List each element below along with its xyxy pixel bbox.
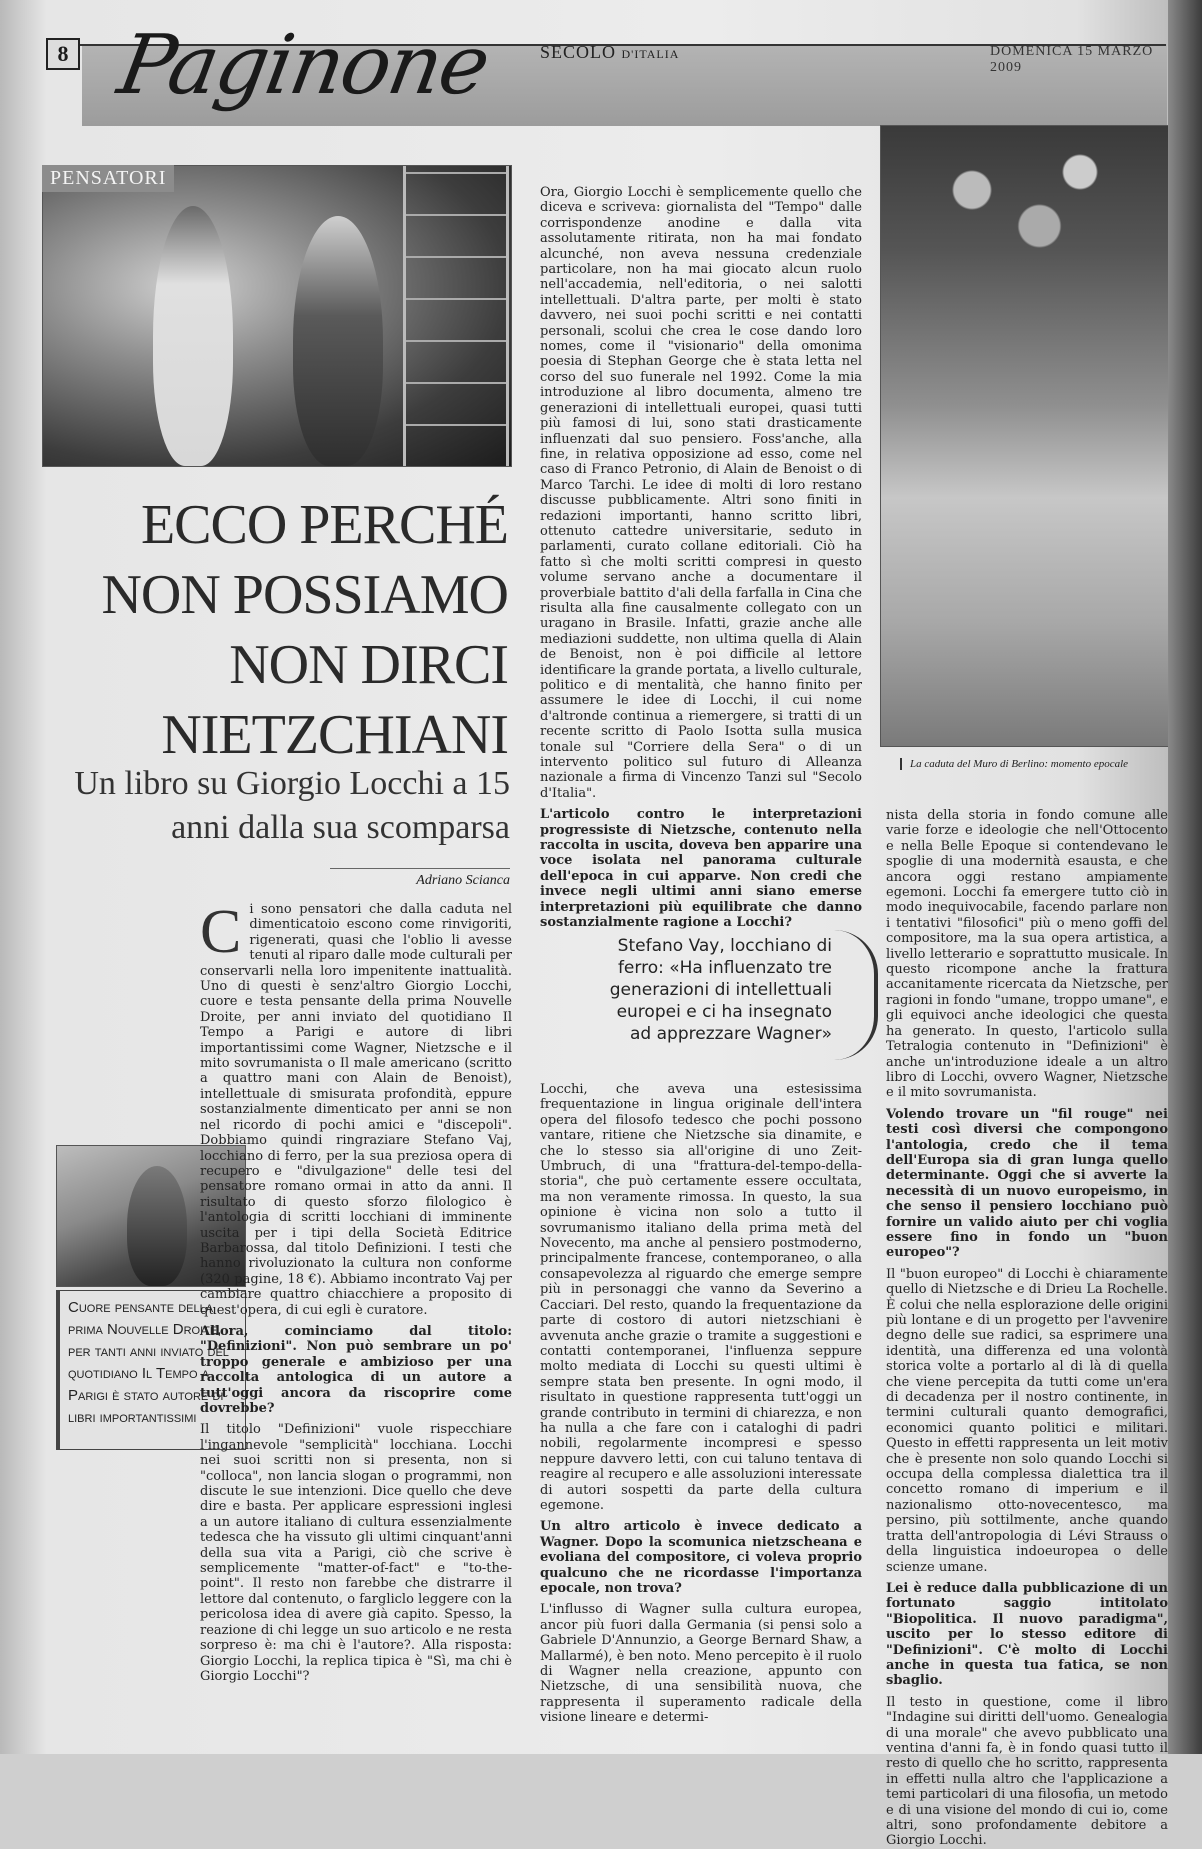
question-2: L'articolo contro le interpretazioni progressiste di Nietzsche, contenuto nella raccolta in uscita, doveva ben apparire una voce isolata nel panorama culturale dell'epoca in cui apparve. Non credi che invece negli ultimi anni siano emerse interpretazioni più equilibrate che danno sostanzialmente ragione a Locchi? [540,807,862,931]
answer-3-continued: nista della storia in fondo comune alle varie forze e ideologie che nell'Ottocento e nella Belle Epoque si contendevano le spoglie di una modernità esausta, e che ancora oggi restano ampiamente egemoni. Locchi fa emergere tutto ciò in modo inequivocabile, facendo parlare non i tentativi "filosofici" più o meno goffi del compositore, ma la sua opera artistica, a livello letterario e soprattutto musicale. In questo ricompone anche la frattura accanitamente ricercata da Nietzsche, per ragioni in fondo "umane, troppo umane", e gli equivoci anche ideologici che questa ha generato. In questo, l'articolo sulla Tetralogia contenuto in "Definizioni" è anche un'introduzione ideale a un altro libro di Locchi, ovvero Wagner, Nietzsche e il mito sovrumanista. [886,808,1168,1101]
intro-paragraph: i sono pensatori che dalla caduta nel dimenticatoio escono come rinvigoriti, rigenerati, quasi che l'oblio li avesse tenuti al riparo dalle mode culturali per conservarli nella loro impenitente inattualità. Uno di questi è senz'altro Giorgio Locchi, cuore e testa pensante della prima Nouvelle Droite, per anni inviato del quotidiano Il Tempo a Parigi e autore di libri importantissimi come Wagner, Nietzsche e il mito sovrumanista o Il male americano (scritto a quattro mani con Alain de Benoist), intellettuale di smisurata profondità, eppure sostanzialmente dimenticato per anni se non nel ricordo di pochi amici e "discepoli". Dobbiamo quindi ringraziare Stefano Vaj, locchiano di ferro, per la sua preziosa opera di recupero e "divulgazione" delle tesi del pensatore romano ormai in atto da anni. Il risultato di questo sforzo filologico è l'antologia di scritti locchiani di imminente uscita per i tipi della Società Editrice Barbarossa, dal titolo Definizioni. I testi che hanno rivoluzionato la cultura non conforme (320 pagine, 18 €). Abbiamo incontrato Vaj per cambiare quattro chiacchiere a proposito di quest'opera, di cui egli è curatore. [200,902,512,1318]
crowd [891,136,1161,316]
pullquote-bracket [834,930,878,1060]
wall-graffiti [901,546,1151,706]
answer-1: Il titolo "Definizioni" vuole rispecchiare l'ingannevole "semplicità" locchiana. Locchi nei suoi scritti non si presenta, non si "colloca", non lancia slogan o programmi, non discute le sue intenzioni. Dice quello che deve dire e basta. Per applicare espressioni inglesi a un autore italiano di cultura essenzialmente tedesca che ha vissuto gli ultimi cinquant'anni della sua vita a Parigi, ciò che scrive è semplicemente "matter-of-fact" e "to-the-point". Il resto non farebbe che distrarre il lettore dal contenuto, o fargliclo leggere con la pericolosa idea di avere già capito. Spesso, la reazione di chi legge un suo articolo e ne resta sorpreso è: ma chi è l'autore?. Alla risposta: Giorgio Locchi, la replica tipica è "Sì, ma chi è Giorgio Locchi"? [200,1422,512,1684]
article-column-3 [886,808,1168,1849]
answer-2: Locchi, che aveva una estesissima frequentazione in lingua originale dell'intera opera del filosofo tedesco che pochi possono vantare, ritiene che Nietzsche sia dinamite, e che lo stesso sia all'origine di uno Zeit-Umbruch, di una "frattura-del-tempo-della-storia", che può certamente essere occultata, ma non veramente rimossa. In questo, la sua opinione è vicina non solo a tutto il sovrumanismo italiano della prima metà del Novecento, ma anche al pensiero postmoderno, principalmente francese, contemporaneo, o alla consapevolezza al riguardo che emerge sempre più in personaggi che vanno da Severino a Cacciari. Del resto, quando la frequentazione da parte di costoro di autori nietzschiani è avvenuta anche grazie o tramite a suggestioni e contatti contemporanei, l'influenza seppure molto mediata di Locchi su questi ultimi è sempre stata ben presente. In ogni modo, il risultato in questione rappresenta tutt'oggi un grande contributo in termini di chiarezza, e non ha nulla a che fare con i cataloghi di padri nobili, regolarmente incompresi e spesso neppure davvero letti, con cui taluno tentava di reagire al recupero e alle assoluzioni interessate di autori sospetti da parte della cultura egemone. [540,1082,862,1513]
paper-name-main: SECOLO [540,42,617,62]
article-column-1 [200,898,512,1684]
scaffold [403,166,509,466]
dropcap: C [200,898,242,966]
headline: ECCO PERCHÉ NON POSSIAMO NON DIRCI NIETZCHIANI [101,494,508,766]
paper-name [540,42,679,63]
portrait-figure [127,1166,187,1286]
issue-date: DOMENICA 15 MARZO 2009 [990,44,1154,75]
portrait-caption: Cuore pensante della prima Nouvelle Droite, per tanti anni inviato del quotidiano Il Tempo a Parigi è stato autore di libri importantissimi [56,1290,246,1450]
subheadline: Un libro su Giorgio Locchi a 15 anni dalla sua scomparsa [74,765,510,846]
question-1: Allora, cominciamo dal titolo: "Definizioni". Non può sembrare un po' troppo generale e ambizioso per una raccolta antologica di un autore a tutt'oggi ancora da riscoprire come dovrebbe? [200,1323,512,1416]
question-5: Lei è reduce dalla pubblicazione di un fortunato saggio intitolato "Biopolitica. Il nuovo paradigma", uscito per lo stesso editore di "Definizioni". C'è molto di Locchi anche in questa tua fatica, se non sbaglio. [886,1580,1168,1689]
paper-name-suffix: D'ITALIA [621,47,680,61]
pullquote: Stefano Vay, locchiano di ferro: «Ha influenzato tre generazioni di intellettuali europei e ci ha insegnato ad apprezzare Wagner» [609,936,832,1044]
article-column-2-top [540,185,862,931]
berlin-wall-photo [880,125,1172,747]
page-number: 8 [46,38,80,70]
answer-5: Il testo in questione, come il libro "Indagine sui diritti dell'uomo. Genealogia di una morale" che avevo pubblicato una ventina d'anni fa, è in fondo quasi tutto il resto di quello che ho scritto, rappresenta in effetti nulla altro che l'applicazione a temi particolari di una filosofia, un metodo e di una visione del mondo di cui io, come altri, sono profondamente debitore a Giorgio Locchi. [886,1694,1168,1849]
figure-woman [153,206,233,466]
answer-1-continued: Ora, Giorgio Locchi è semplicemente quello che diceva e scriveva: giornalista del "Tempo" dalle corrispondenze anodine e dalla vita assolutamente ritirata, non ha mai fondato alcunché, non aveva nessuna credenziale particolare, non ha mai giocato alcun ruolo nell'accademia, nell'editoria, o nei salotti intellettuali. D'altra parte, per molti è stato davvero, nei suoi pochi scritti e nei contatti personali, scolui che crea le cose dando loro nomes, come il "visionario" della omonima poesia di Stephan George che è stata letta nel corso del suo funerale nel 1992. Come la mia introduzione al libro documenta, almeno tre generazioni di intellettuali europei, quasi tutti più famosi di lui, sono stati drasticamente influenzati dal suo pensiero. Foss'anche, alla fine, in relativa opposizione ad esso, come nel caso di Franco Petronio, di Alain de Benoist o di Marco Tarchi. Le idee di molti di loro restano discusse pubblicamente. Altri sono finiti in redazioni importanti, hanno scritto libri, ottenuto cattedre universitarie, seduto in parlamenti, curato collane editoriali. Ciò ha fatto sì che molti scritti compresi in questo volume servano anche a documentare il proverbiale battito d'ali della farfalla in Cina che risulta alla fine causalmente collegato con un uragano in Brasile. Infatti, grazie anche alle mediazioni suddette, non ultima quella di Alain de Benoist, non è poi difficile al lettore identificare la grande portata, a livello culturale, politico e di mentalità, che hanno finito per assumere le idee di Locchi, il cui nome d'altronde continua a riemergere, si tratti di un recente scritto di Paolo Isotta sulla musica tonale sul "Corriere della Sera" o di un intervento politico sul futuro di Alleanza nazionale a firma di Vincenzo Tanzi sul "Secolo d'Italia". [540,185,862,801]
article-column-2-bottom [540,1082,862,1726]
theater-photo [42,165,512,467]
answer-3: L'influsso di Wagner sulla cultura europea, ancor più fuori dalla Germania (si pensi solo a Gabriele D'Annunzio, a George Bernard Shaw, a Mallarmé), è ben noto. Meno percepito è il ruolo di Wagner nella creazione, appunto con Nietzsche, di una sensibilità nuova, che rappresenta il superamento radicale della visione lineare e determi- [540,1602,862,1726]
byline: Adriano Scianca [330,868,510,889]
photo-caption: La caduta del Muro di Berlino: momento epocale [900,758,1180,770]
question-4: Volendo trovare un "fil rouge" nei testi così diversi che compongono l'antologia, credo che il tema dell'Europa sia di gran lunga quello determinante. Oggi che si avverte la necessità di un nuovo europeismo, in che senso il pensiero locchiano può fornire un valido aiuto per chi voglia essere fino in fondo un "buon europeo"? [886,1106,1168,1261]
question-3: Un altro articolo è invece dedicato a Wagner. Dopo la scomunica nietzscheana e evoliana del compositore, ci voleva proprio qualcuno che ne ricordasse l'importanza epocale, non trova? [540,1519,862,1596]
answer-4: Il "buon europeo" di Locchi è chiaramente quello di Nietzsche e di Drieu La Rochelle. È colui che nella esplorazione delle origini più lontane e di un progetto per l'avvenire degno delle sue radici, sa esprimere una identità, una differenza ed una volontà storica volte a portarlo al di là di quella che viene percepita da tutti come un'era di decadenza per il nostro continente, in termini culturali quanto demografici, economici quanto politici e militari. Questo in effetti rappresenta un leit motiv che è presente non solo quando Locchi si occupa della complessa dialettica tra il concetto romano di imperium e il nazionalismo otto-novecentesco, ma persino, più sottilmente, anche quando tratta dell'antropologia di Lévi Strauss o della linguistica indoeuropea o delle scienze umane. [886,1266,1168,1575]
section-title: Paginone [111,18,496,113]
figure-man [293,216,383,466]
binding-shadow [1168,0,1202,1754]
kicker-label: PENSATORI [42,165,174,192]
